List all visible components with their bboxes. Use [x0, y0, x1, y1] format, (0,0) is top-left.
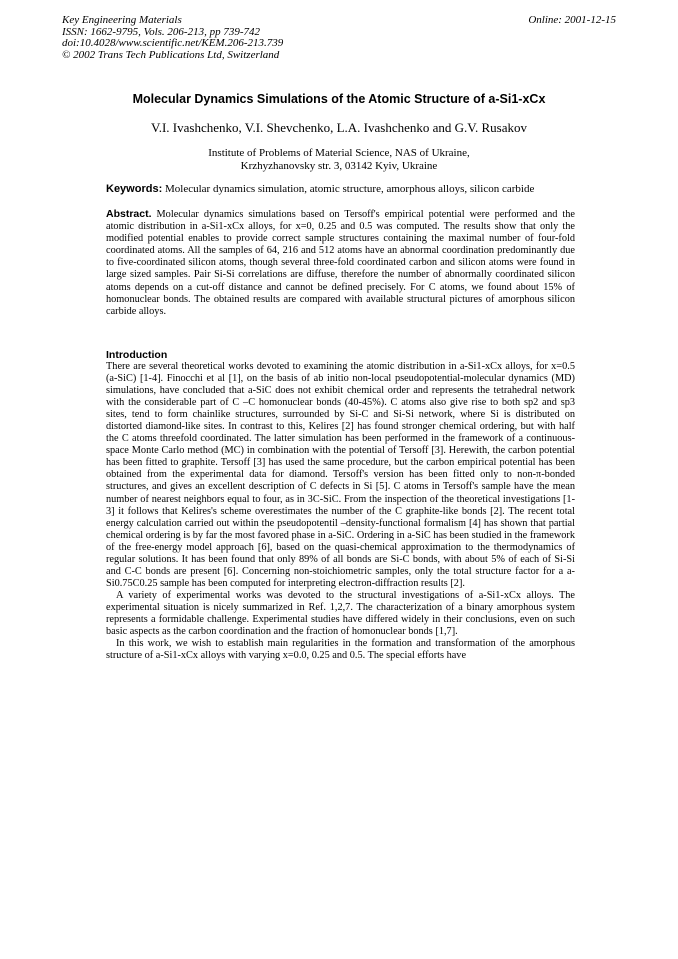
abstract: [106, 208, 575, 318]
keywords-label: Keywords:: [106, 183, 163, 195]
abstract-text: Molecular dynamics simulations based on Tersoff's empirical potential were performed and the atomic distribution in a-Si1-xCx alloys, for x=0, 0.25 and 0.5 was computed. The results show that only the modified potential enables to provide correct sample structures containing the maximal number of four-fold coordinated atoms. All the samples of 64, 216 and 512 atoms have an abnormal coordination predominantly due to five-coordinated silicon atoms, though several three-fold coordinated carbon and silicon atoms were found in large sized samples. Pair Si-Si correlations are diffuse, therefore the number of abnormally coordinated silicon atoms depends on a cut-off distance and cannot be defined precisely. For C atoms, we found about 15% of homonuclear bonds. The obtained results are compared with available structural pictures of amorphous silicon carbide alloys.: [106, 209, 575, 317]
affiliation: [0, 147, 678, 172]
affiliation-line-2: Krzhyzhanovsky str. 3, 03142 Kyiv, Ukraine: [240, 159, 438, 172]
introduction-body: [106, 361, 575, 662]
online-date: Online: 2001-12-15: [528, 14, 616, 26]
doi-line: doi:10.4028/www.scientific.net/KEM.206-213.739: [62, 37, 284, 49]
issn-line: ISSN: 1662-9795, Vols. 206-213, pp 739-742: [62, 25, 260, 38]
author-list: V.I. Ivashchenko, V.I. Shevchenko, L.A. Ivashchenko and G.V. Rusakov: [151, 120, 527, 135]
affiliation-line-1: Institute of Problems of Material Science, NAS of Ukraine,: [208, 147, 470, 159]
introduction-paragraph-3: In this work, we wish to establish main regularities in the formation and transformation of the amorphous structure of a-Si1-xCx alloys with varying x=0.0, 0.25 and 0.5. The special efforts have: [106, 638, 575, 662]
abstract-label: Abstract.: [106, 208, 152, 220]
page-header: [62, 15, 622, 61]
keywords: [106, 183, 566, 195]
copyright-line: © 2002 Trans Tech Publications Ltd, Switzerland: [62, 48, 280, 61]
paper-title: Molecular Dynamics Simulations of the Atomic Structure of a-Si1-xCx: [132, 92, 546, 106]
introduction-paragraph-2: A variety of experimental works was devoted to the structural investigations of a-Si1-xCx alloys. The experimental situation is nicely summarized in Ref. 1,2,7. The characterization of a binary amorphous system represents a formidable challenge. Experimental studies have differed widely in their conclusions, even on such basic aspects as the carbon coordination and the fraction of homonuclear bonds [1,7].: [106, 589, 575, 638]
introduction-heading: Introduction: [106, 349, 168, 361]
journal-name: Key Engineering Materials: [62, 14, 182, 26]
keywords-text: Molecular dynamics simulation, atomic structure, amorphous alloys, silicon carbide: [165, 183, 535, 195]
introduction-paragraph-1: There are several theoretical works devoted to examining the atomic distribution in a-Si1-xCx alloys, for x=0.5 (a-SiC) [1-4]. Finocchi et al [1], on the basis of ab initio non-local pseudopotential-molecular dynamics (MD) simulations, have concluded that a-SiC does not exhibit chemical order and represents the tetrahedral network with the considerable part of C –C homonuclear bonds (40-45%). C atoms also give rise to both sp2 and sp3 sites, tend to form chainlike structures, surrounded by Si-C and Si-Si network, where Si is distributed on distorted diamond-like sites. In contrast to this, Kelires [2] has found stronger chemical ordering, but with half the C atoms threefold coordinated. The latter simulation has been performed in the framework of a continuous-space Monte Carlo method (MC) in combination with the potential of Tersoff [3]. Herewith, the carbon potential has been fitted to graphite. Tersoff [3] has used the same procedure, but the carbon empirical potential has been obtained from the experimental data for diamond. Tersoff's version has been fitted only to non-π-bonded structures, and gives an excellent description of C defects in Si [5]. C atoms in Tersoff's sample have the mean number of nearest neighbors equal to four, as in 3C-SiC. From the inspection of the theoretical investigations [1-3] it follows that Kelires's scheme overestimates the number of the C graphite-like bonds [2]. The recent total energy calculation carried out within the pseudopotentil –density-functional formalism [4] has shown that partial chemical ordering is by far the most favored phase in a-SiC. Ordering in a-SiC has been studied in the framework of the free-energy model approach [6], based on the quasi-chemical approximation to the thermodynamics of regular solutions. It has been found that only 89% of all bonds are Si-C bonds, with about 5% of each of Si-Si and C-C bonds are present [6]. Concerning non-stoichiometric samples, only the total structure factor for a a-Si0.75C0.25 sample has been computed for interpreting electron-diffraction results [2].: [106, 361, 575, 589]
